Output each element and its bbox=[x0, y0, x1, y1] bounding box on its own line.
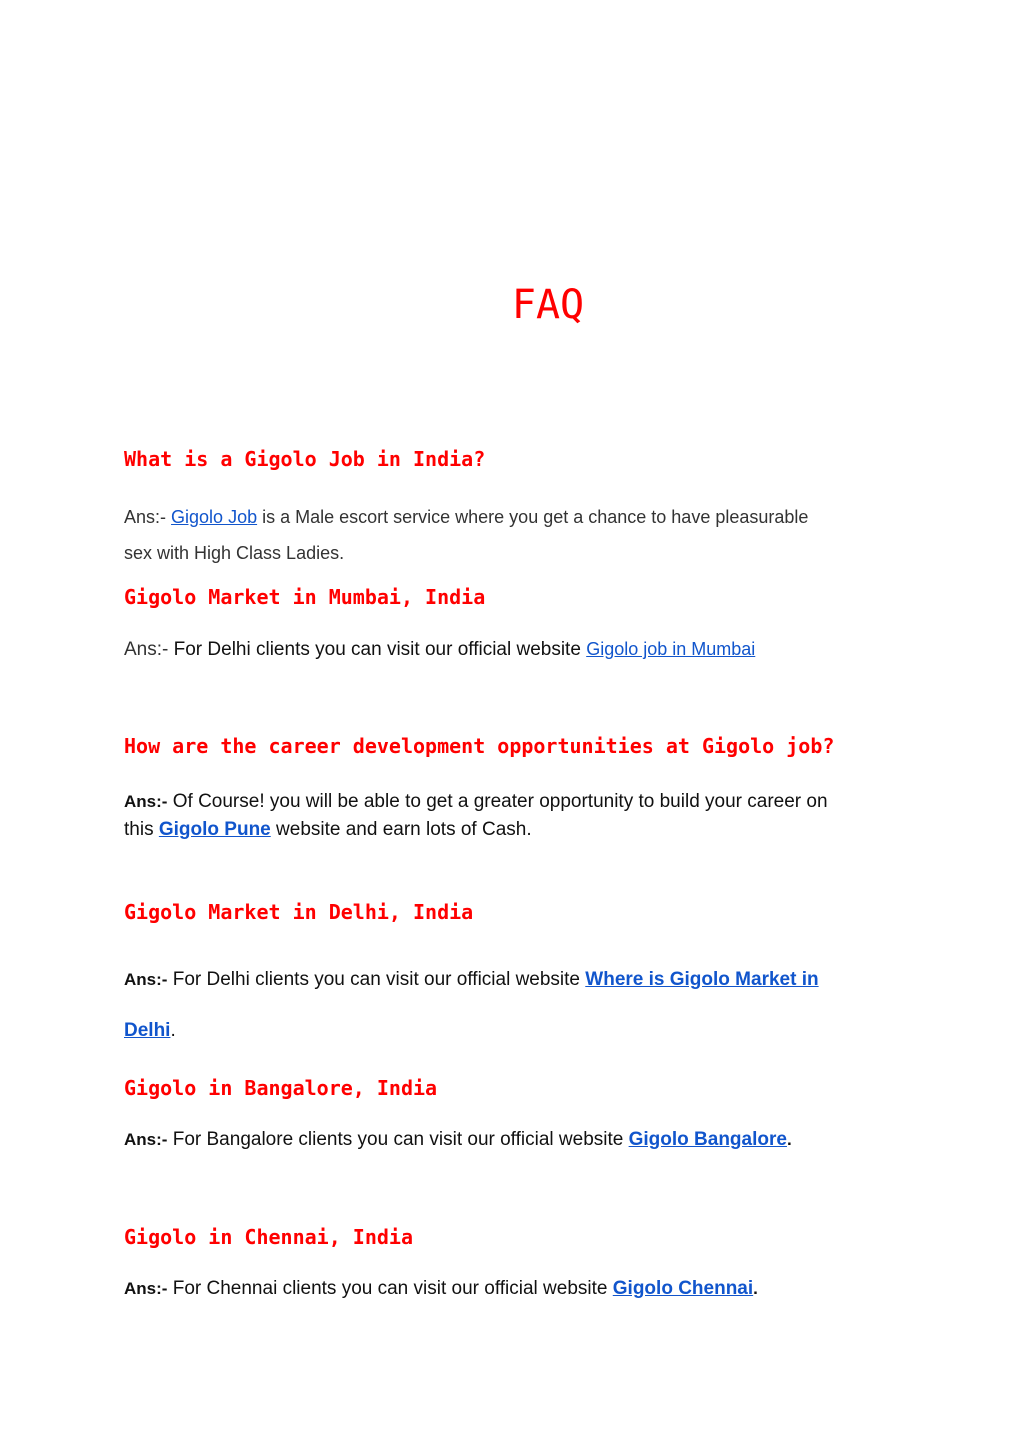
faq-answer-1 bbox=[124, 499, 904, 571]
faq-question-5: Gigolo in Bangalore, India bbox=[124, 1076, 438, 1100]
answer-text: For Bangalore clients you can visit our official website bbox=[167, 1129, 629, 1150]
faq-question-4: Gigolo Market in Delhi, India bbox=[124, 900, 474, 924]
answer-text: is a Male escort service where you get a chance to have pleasurable bbox=[257, 507, 809, 527]
period: . bbox=[786, 1130, 792, 1149]
ans-label: Ans:- bbox=[124, 970, 168, 989]
period: . bbox=[753, 1279, 758, 1298]
faq-question-2: Gigolo Market in Mumbai, India bbox=[124, 585, 486, 609]
answer-text-cont: sex with High Class Ladies. bbox=[124, 543, 345, 563]
answer-text-cont: this bbox=[124, 819, 159, 840]
gigolo-market-delhi-link-cont[interactable]: Delhi bbox=[124, 1020, 171, 1041]
ans-label: Ans:- bbox=[124, 1279, 168, 1298]
period: . bbox=[170, 1020, 176, 1041]
page-title: FAQ bbox=[511, 282, 585, 328]
gigolo-bangalore-link[interactable]: Gigolo Bangalore bbox=[628, 1129, 787, 1150]
faq-question-1: What is a Gigolo Job in India? bbox=[124, 447, 486, 471]
faq-answer-3 bbox=[124, 788, 904, 844]
gigolo-job-mumbai-link[interactable]: Gigolo job in Mumbai bbox=[586, 639, 756, 659]
gigolo-job-link[interactable]: Gigolo Job bbox=[171, 507, 258, 527]
faq-question-3: How are the career development opportunities at Gigolo job? bbox=[124, 734, 835, 758]
faq-answer-4 bbox=[124, 954, 904, 1056]
faq-question-6: Gigolo in Chennai, India bbox=[124, 1225, 413, 1249]
gigolo-market-delhi-link[interactable]: Where is Gigolo Market in bbox=[585, 969, 819, 990]
ans-label: Ans:- bbox=[124, 1130, 168, 1149]
answer-text: For Delhi clients you can visit our official website bbox=[168, 639, 587, 660]
gigolo-pune-link[interactable]: Gigolo Pune bbox=[158, 819, 271, 840]
gigolo-chennai-link[interactable]: Gigolo Chennai bbox=[612, 1278, 754, 1299]
answer-text: Of Course! you will be able to get a greater opportunity to build your career on bbox=[167, 791, 828, 812]
ans-label: Ans:- bbox=[124, 507, 167, 527]
ans-label: Ans:- bbox=[124, 792, 168, 811]
faq-answer-5 bbox=[124, 1129, 904, 1151]
ans-label: Ans:- bbox=[124, 639, 169, 660]
answer-text: For Delhi clients you can visit our official website bbox=[167, 969, 586, 990]
faq-answer-2 bbox=[124, 639, 904, 661]
answer-text: For Chennai clients you can visit our official website bbox=[167, 1278, 613, 1299]
answer-text-end: website and earn lots of Cash. bbox=[270, 819, 532, 840]
faq-answer-6 bbox=[124, 1278, 904, 1300]
